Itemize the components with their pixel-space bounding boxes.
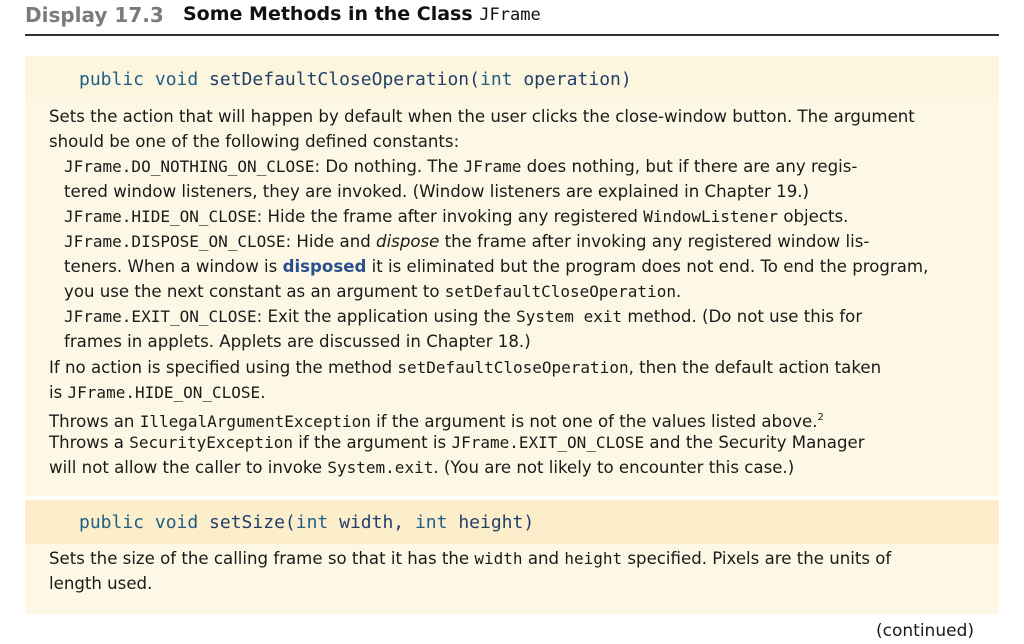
description-line: tered window listeners, they are invoked. (Window listeners are explained in Chapter 19.) [64,182,810,201]
method-set-size [25,500,999,614]
description-line: Sets the size of the calling frame so that it has the width and height specified. Pixels are the units of [49,549,892,568]
display-number: Display 17.3 [25,3,164,27]
description-line: teners. When a window is disposed it is eliminated but the program does not end. To end the program, [64,257,929,276]
description-line: you use the next constant as an argument to setDefaultCloseOperation. [64,282,682,301]
method-signature: public void setDefaultCloseOperation(int operation) [79,69,632,90]
throws-illegal-argument: Throws an IllegalArgumentException if the argument is not one of the values listed above.$^2$ [49,412,824,431]
method-signature: public void setSize(int width, int height) [79,512,535,533]
title-class-name: JFrame [479,5,541,25]
display-title: Some Methods in the Class JFrame [183,3,541,25]
description-line: should be one of the following defined constants: [49,132,460,151]
description-line: will not allow the caller to invoke System.exit. (You are not likely to encounter this case.) [49,458,795,477]
footnote-marker: 2 [817,412,824,423]
term-disposed: disposed [282,257,367,276]
description-line: Sets the action that will happen by default when the user clicks the close-window button. The argument [49,107,915,126]
display-header [25,0,999,36]
constant-hide-on-close: JFrame.HIDE_ON_CLOSE: Hide the frame after invoking any registered WindowListener objects. [64,207,849,226]
description-line: length used. [49,574,153,593]
constant-do-nothing: JFrame.DO_NOTHING_ON_CLOSE: Do nothing. The JFrame does nothing, but if there are any regis- [64,157,858,176]
default-action-line: If no action is specified using the method setDefaultCloseOperation, then the default action taken [49,358,882,377]
continued-note: (continued) [876,621,974,641]
constant-dispose-on-close: JFrame.DISPOSE_ON_CLOSE: Hide and dispose the frame after invoking any registered window lis- [64,232,870,251]
method-set-default-close-operation [25,56,999,496]
constant-exit-on-close: JFrame.EXIT_ON_CLOSE: Exit the application using the System exit method. (Do not use this for [64,307,863,326]
throws-security-exception: Throws a SecurityException if the argument is JFrame.EXIT_ON_CLOSE and the Security Manager [49,433,865,452]
description-line: frames in applets. Applets are discussed in Chapter 18.) [64,332,531,351]
signature-band [25,56,999,98]
description-line: is JFrame.HIDE_ON_CLOSE. [49,383,266,402]
signature-band [25,500,999,544]
